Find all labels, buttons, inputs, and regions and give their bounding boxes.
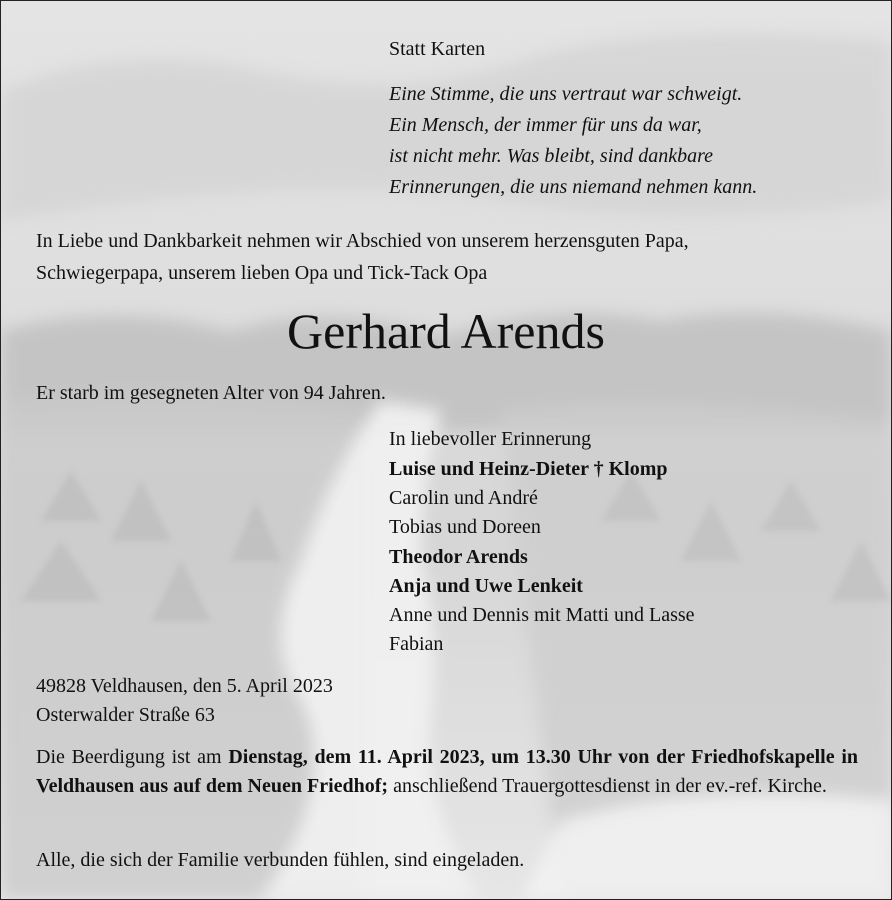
intro-line: Schwiegerpapa, unserem lieben Opa und Tick-Tack Opa [36, 262, 488, 284]
poem-line: Eine Stimme, die uns vertraut war schweigt. [389, 83, 743, 105]
poem-line: Erinnerungen, die uns niemand nehmen kann. [389, 176, 758, 198]
signature-intro: In liebevoller Erinnerung [389, 428, 592, 450]
mourner-name: Fabian [389, 633, 444, 655]
poem-line: Ein Mensch, der immer für uns da war, [389, 114, 702, 136]
place-date: 49828 Veldhausen, den 5. April 2023 [36, 675, 333, 697]
mourner-name: Carolin und André [389, 487, 538, 509]
poem-line: ist nicht mehr. Was bleibt, sind dankbare [389, 145, 714, 167]
heading-statt-karten: Statt Karten [389, 38, 486, 60]
age-line: Er starb im gesegneten Alter von 94 Jahren. [36, 382, 386, 404]
mourner-name: Anne und Dennis mit Matti und Lasse [389, 604, 695, 626]
invitation-line: Alle, die sich der Familie verbunden fühlen, sind eingeladen. [36, 849, 525, 871]
mourner-name: Luise und Heinz-Dieter † Klomp [389, 458, 668, 480]
funeral-prefix: Die Beerdigung ist am [36, 746, 229, 768]
mourner-name: Theodor Arends [389, 546, 528, 568]
mourner-name: Tobias und Doreen [389, 516, 541, 538]
intro-line: In Liebe und Dankbarkeit nehmen wir Abschied von unserem herzensguten Papa, [36, 230, 689, 252]
funeral-time-place: Dienstag, dem 11. April 2023, um 13.30 Uhr von der Friedhofskapelle in Veldhausen aus auf dem Neuen Friedhof; [36, 746, 858, 797]
mourner-name: Anja und Uwe Lenkeit [389, 575, 583, 597]
address: Osterwalder Straße 63 [36, 704, 215, 726]
deceased-name: Gerhard Arends [287, 303, 605, 359]
funeral-details [36, 743, 858, 801]
funeral-suffix: anschließend Trauergottesdienst in der ev.-ref. Kirche. [388, 775, 827, 797]
